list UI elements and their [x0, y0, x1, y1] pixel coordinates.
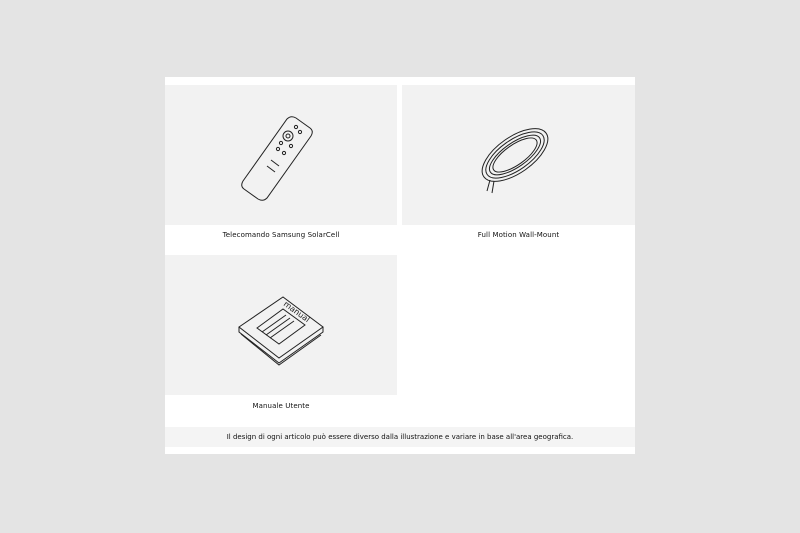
cable-coil-icon	[402, 85, 635, 225]
disclaimer-note: Il design di ogni articolo può essere diverso dalla illustrazione e variare in base all'area geografica.	[165, 427, 635, 447]
accessories-panel	[165, 77, 635, 454]
remote-control-icon	[165, 85, 397, 225]
accessory-card-manual	[165, 255, 397, 395]
manual-book-icon	[165, 255, 397, 395]
accessory-card-remote	[165, 85, 397, 225]
accessory-card-wall-mount	[402, 85, 635, 225]
manual-book-label: manual	[281, 299, 312, 325]
accessory-caption: Manuale Utente	[252, 402, 310, 410]
accessory-caption: Telecomando Samsung SolarCell	[222, 231, 340, 239]
accessory-caption: Full Motion Wall-Mount	[477, 231, 560, 239]
